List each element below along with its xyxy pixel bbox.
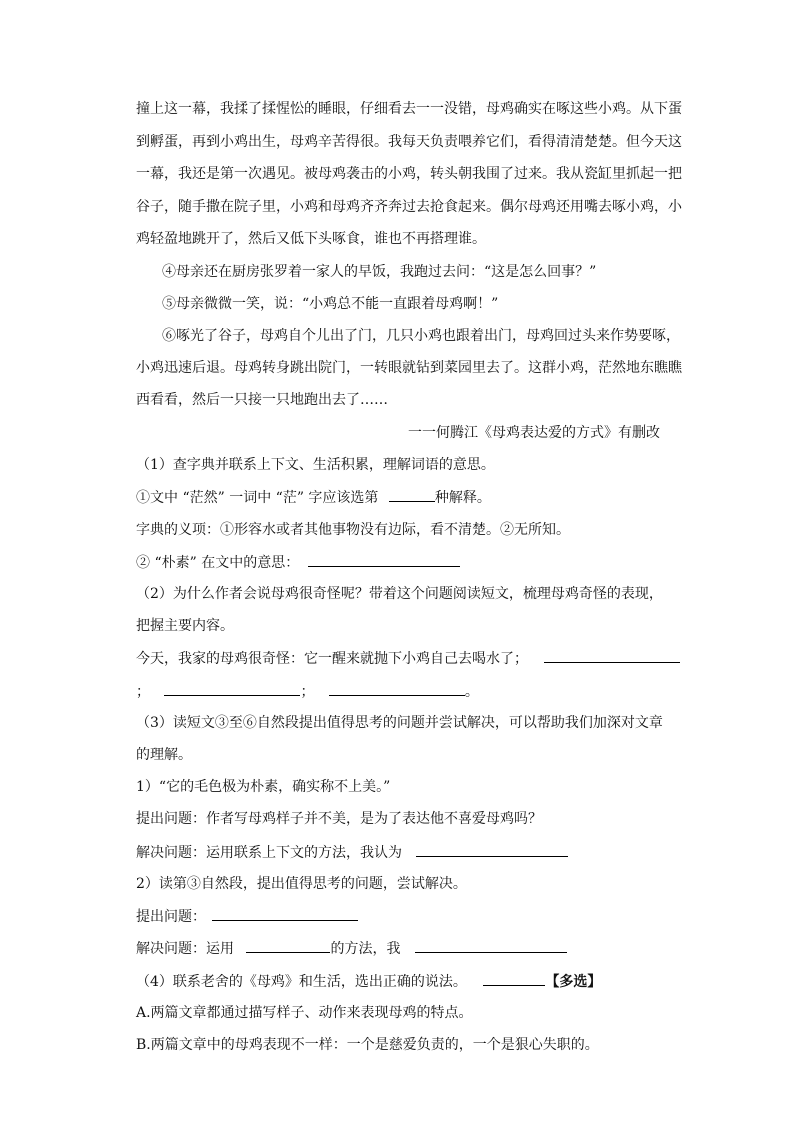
q1-sub1-text: ①文中 “茫然” 一词中 “茫” 字应该选第: [136, 490, 379, 506]
q3-solve-2-text: 解决问题：运用: [136, 941, 234, 957]
q3-solve-2: [136, 938, 567, 959]
passage-paragraph-4: ④母亲还在厨房张罗着一家人的早饭，我跑过去问：“这是怎么回事？”: [162, 264, 597, 280]
q4-option-b: B.两篇文章中的母鸡表现不一样：一个是慈爱负责的，一个是狠心失职的。: [136, 1037, 599, 1053]
passage-line: 撞上这一幕，我揉了揉惺忪的睡眼，仔细看去一一没错，母鸡确实在啄这些小鸡。从下蛋: [136, 101, 682, 117]
passage-line: 谷子，随手撒在院子里，小鸡和母鸡齐齐奔过去抢食起来。偶尔母鸡还用嘴去啄小鸡，小: [136, 199, 682, 215]
q1-title: （1）查字典并联系上下文、生活积累，理解词语的意思。: [136, 457, 495, 473]
passage-paragraph-6-line: 小鸡迅速后退。母鸡转身跳出院门，一转眼就钻到菜园里去了。这群小鸡，茫然地东瞧瞧: [136, 360, 682, 376]
q2-semicolon: ；: [136, 684, 150, 700]
passage-line: 一幕，我还是第一次遇见。被母鸡袭击的小鸡，转头朝我围了过来。我从瓷缸里抓起一把: [136, 166, 682, 182]
answer-blank[interactable]: [246, 938, 330, 953]
passage-line: 鸡轻盈地跳开了，然后又低下头啄食，谁也不再搭理谁。: [136, 231, 486, 247]
q1-sub1: [136, 487, 491, 508]
answer-blank[interactable]: [416, 842, 568, 857]
q4-title-line: [136, 971, 601, 992]
answer-blank[interactable]: [308, 552, 460, 567]
q3-ask-2: [136, 906, 358, 927]
answer-blank[interactable]: [483, 971, 545, 986]
q2-lead: [136, 648, 680, 669]
passage-paragraph-6-line: 西看看，然后一只接一只地跑出去了……: [136, 392, 388, 408]
q3-ask-1: 提出问题：作者写母鸡样子并不美，是为了表达他不喜爱母鸡吗？: [136, 811, 542, 827]
q4-option-a: A.两篇文章都通过描写样子、动作来表现母鸡的特点。: [136, 1005, 473, 1021]
q1-sub2-text: ② “朴素” 在文中的意思：: [136, 555, 300, 571]
q2-period: 。: [464, 684, 479, 700]
q4-title: （4）联系老舍的《母鸡》和生活，选出正确的说法。: [136, 974, 467, 990]
q3-solve-1-text: 解决问题：运用联系上下文的方法，我认为: [136, 845, 402, 861]
q3-title: （3）读短文③至⑥自然段提出值得思考的问题并尝试解决，可以帮助我们加深对文章: [136, 715, 663, 731]
passage-line: 到孵蛋，再到小鸡出生，母鸡辛苦得很。我每天负责喂养它们，看得清清楚楚。但今天这: [136, 134, 682, 150]
q3-item-1: 1）“它的毛色极为朴素，确实称不上美。”: [136, 779, 391, 795]
answer-blank[interactable]: [164, 681, 300, 696]
q1-sub2: [136, 552, 460, 573]
answer-blank[interactable]: [415, 938, 567, 953]
q2-lead-text: 今天，我家的母鸡很奇怪：它一醒来就抛下小鸡自己去喝水了；: [136, 651, 528, 667]
q3-solve-2-mid: 的方法，我: [330, 941, 401, 957]
q2-semicolon: ；: [300, 684, 315, 700]
passage-source: 一一何腾江《母鸡表达爱的方式》有删改: [408, 425, 660, 441]
q4-multi-select-tag: 【多选】: [545, 974, 602, 990]
q3-solve-1: [136, 842, 568, 863]
answer-blank[interactable]: [329, 681, 465, 696]
passage-paragraph-5: ⑤母亲微微一笑，说：“小鸡总不能一直跟着母鸡啊！”: [162, 296, 499, 312]
q3-title-cont: 的理解。: [136, 747, 192, 763]
answer-blank[interactable]: [389, 487, 435, 502]
q2-title-cont: 把握主要内容。: [136, 618, 234, 634]
q2-title: （2）为什么作者会说母鸡很奇怪呢？带着这个问题阅读短文，梳理母鸡奇怪的表现，: [136, 586, 663, 602]
q1-dictionary: 字典的义项：①形容水或者其他事物没有边际，看不清楚。②无所知。: [136, 522, 570, 538]
answer-blank[interactable]: [544, 648, 680, 663]
q2-blanks: [136, 681, 479, 702]
q3-item-2: 2）读第③自然段，提出值得思考的问题，尝试解决。: [136, 876, 467, 892]
answer-blank[interactable]: [212, 906, 358, 921]
q3-ask-2-text: 提出问题：: [136, 909, 206, 925]
q1-sub1-tail: 种解释。: [434, 490, 491, 506]
passage-paragraph-6-line: ⑥啄光了谷子，母鸡自个儿出了门，几只小鸡也跟着出门，母鸡回过头来作势要啄，: [162, 328, 680, 344]
